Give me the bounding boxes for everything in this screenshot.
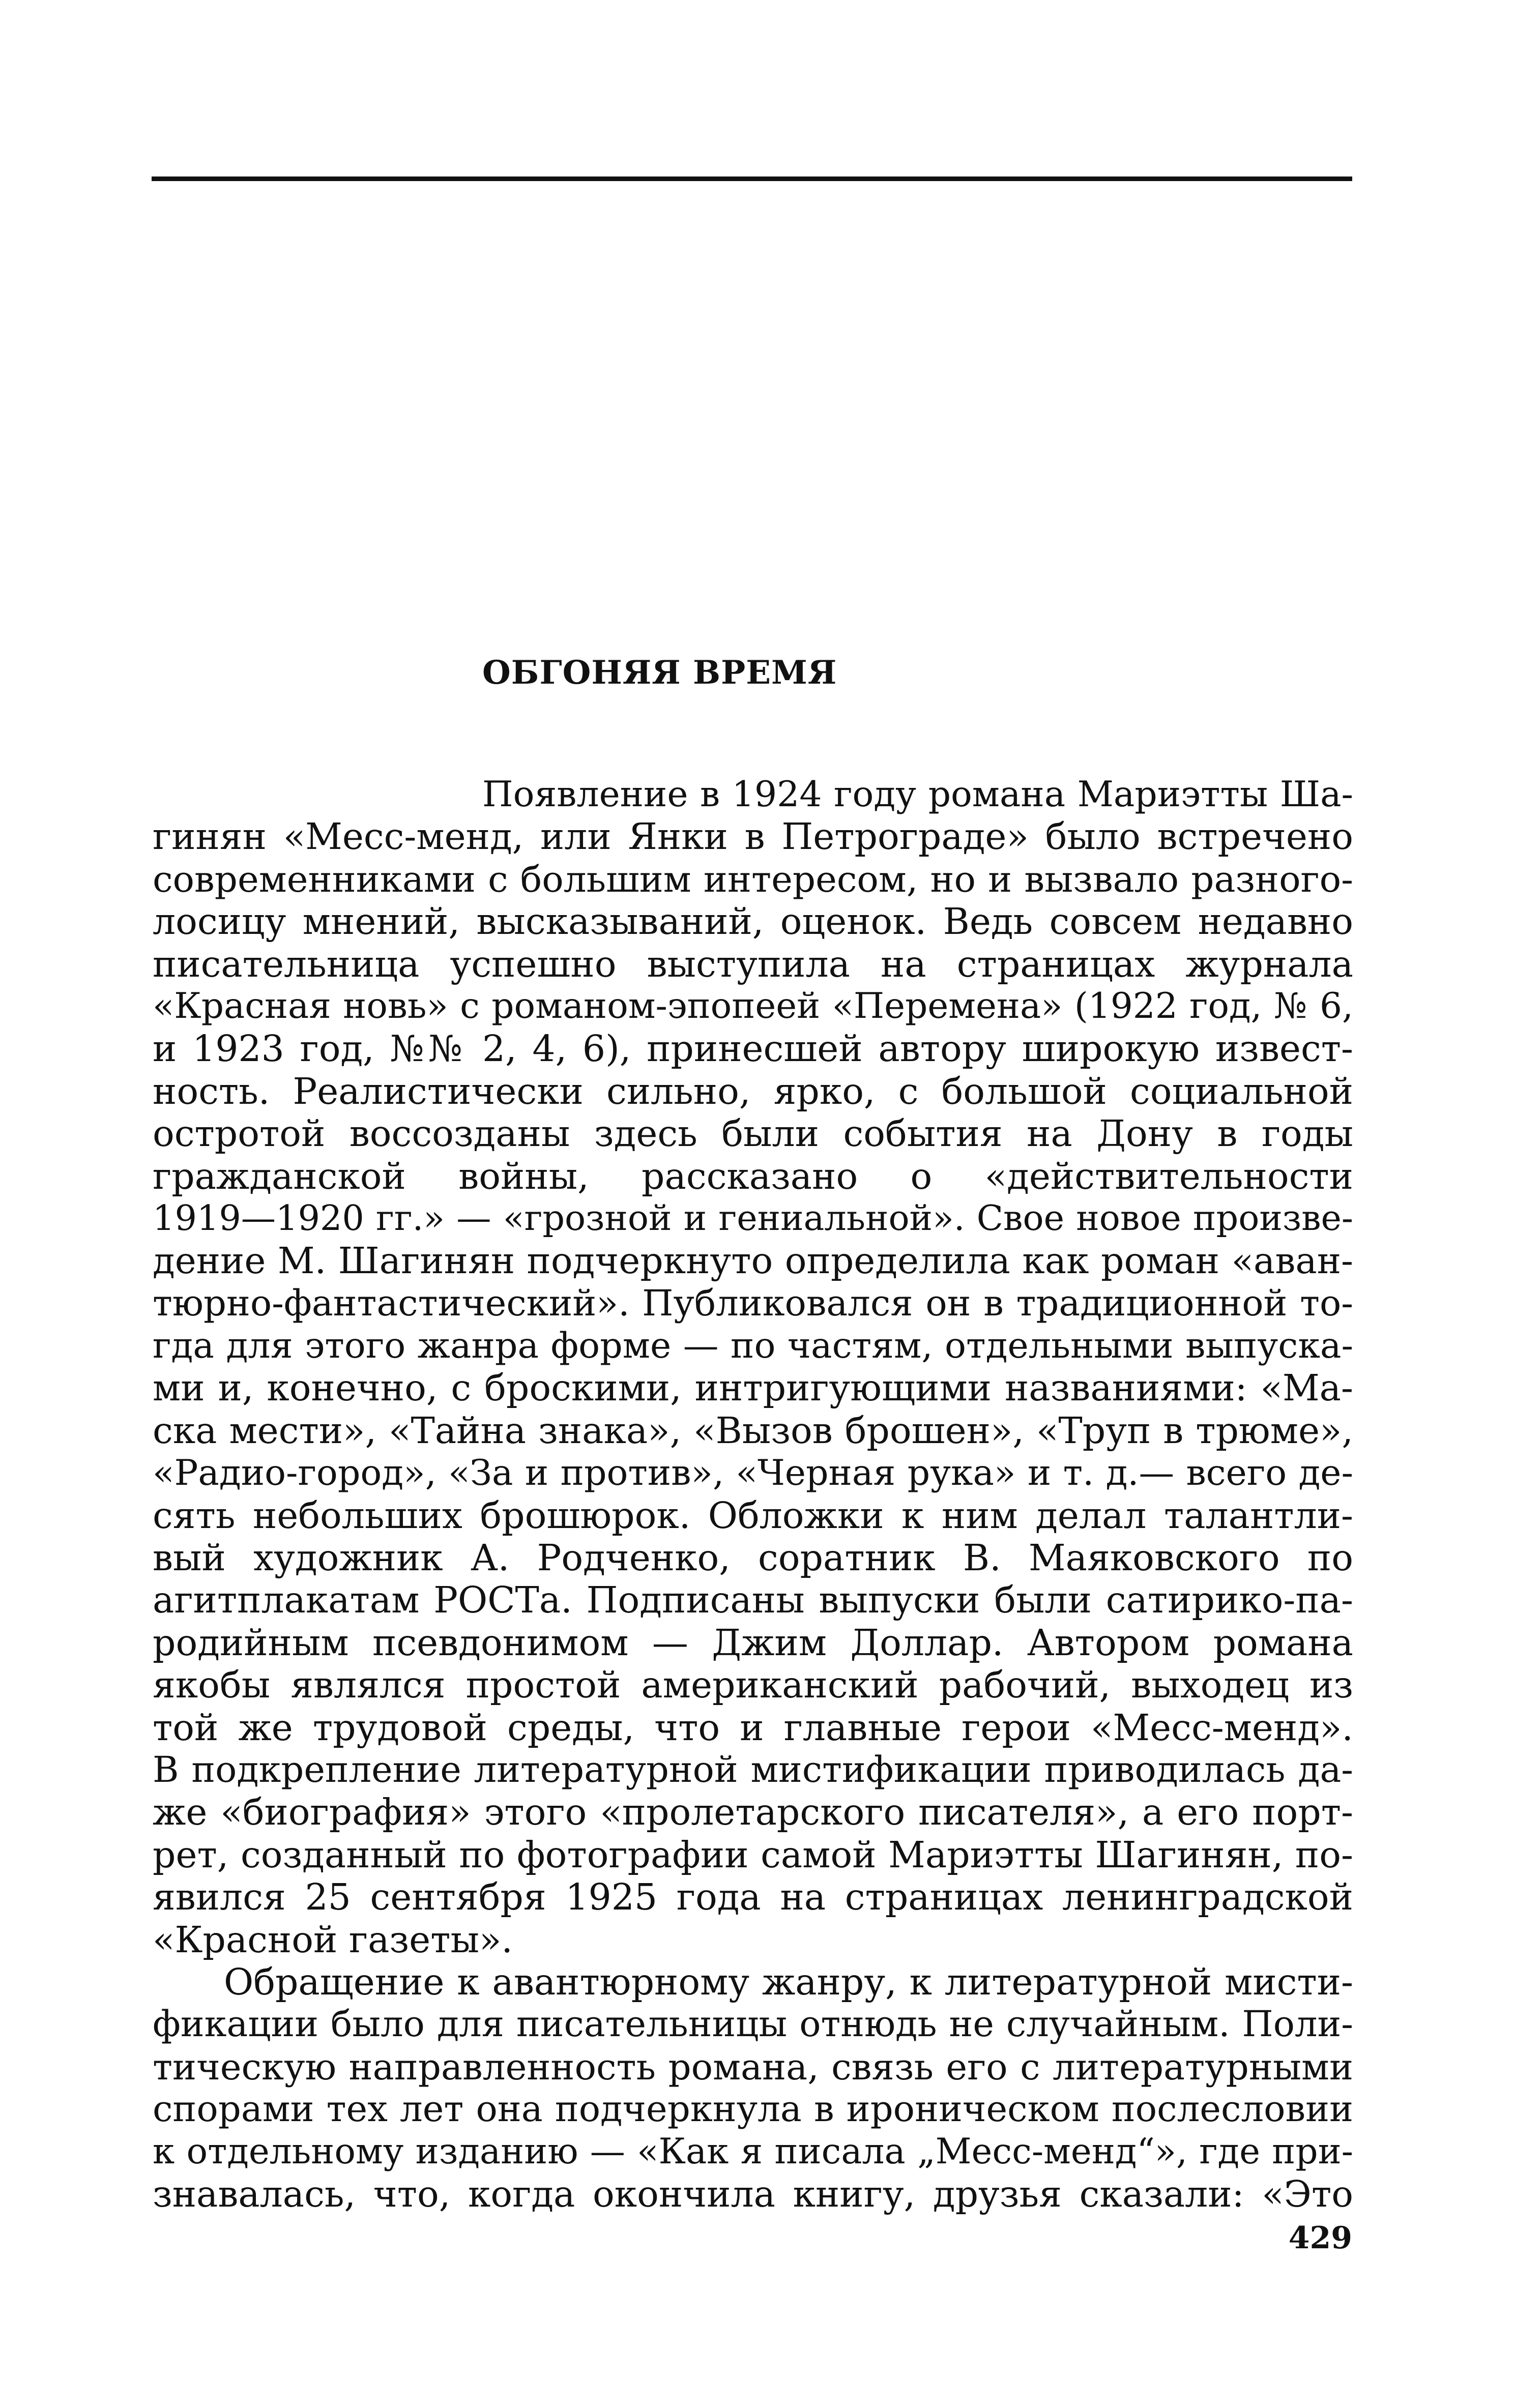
text-line: рет, созданный по фотографии самой Мариэтты Шагинян, по-	[153, 1833, 1353, 1876]
text-line: вый художник А. Родченко, соратник В. Маяковского по	[153, 1537, 1353, 1579]
text-line: фикации было для писательницы отнюдь не случайным. Поли-	[153, 2003, 1353, 2045]
page-number: 429	[1288, 2220, 1352, 2256]
chapter-title: ОБГОНЯЯ ВРЕМЯ	[482, 654, 837, 692]
text-line: спорами тех лет она подчеркнула в ироническом послесловии	[153, 2088, 1353, 2130]
text-line: знавалась, что, когда окончила книгу, друзья сказали: «Это	[153, 2172, 1353, 2215]
text-line: гинян «Месс-менд, или Янки в Петрограде» было встречено	[153, 815, 1353, 858]
text-line: «Радио-город», «За и против», «Черная рука» и т. д.— всего де-	[153, 1452, 1353, 1494]
text-line: тическую направленность романа, связь его с литературными	[153, 2045, 1353, 2088]
text-line: гражданской войны, рассказано о «действительности	[153, 1155, 1353, 1197]
text-line: писательница успешно выступила на страницах журнала	[153, 943, 1353, 985]
text-line: гда для этого жанра форме — по частям, отдельными выпуска-	[153, 1325, 1353, 1367]
body-text	[153, 773, 1353, 2215]
text-line: лосицу мнений, высказываний, оценок. Ведь совсем недавно	[153, 900, 1353, 943]
text-line: якобы являлся простой американский рабочий, выходец из	[153, 1664, 1353, 1707]
text-line: ска мести», «Тайна знака», «Вызов брошен», «Труп в трюме»,	[153, 1409, 1353, 1452]
paragraph-2	[153, 1961, 1353, 2215]
text-line: В подкрепление литературной мистификации приводилась да-	[153, 1748, 1353, 1790]
header-rule	[152, 177, 1352, 181]
text-line: остротой воссозданы здесь были события на Дону в годы	[153, 1112, 1353, 1155]
text-line: к отдельному изданию — «Как я писала „Месс-менд“», где при-	[153, 2131, 1353, 2172]
paragraph-1	[153, 773, 1353, 1961]
text-line: же «биография» этого «пролетарского писателя», а его порт-	[153, 1791, 1353, 1834]
text-line: той же трудовой среды, что и главные герои «Месс-менд».	[153, 1706, 1353, 1749]
text-line: ми и, конечно, с броскими, интригующими названиями: «Ма-	[153, 1367, 1353, 1409]
text-line: родийным псевдонимом — Джим Доллар. Автором романа	[153, 1621, 1353, 1664]
text-line: современниками с большим интересом, но и вызвало разного-	[153, 858, 1353, 900]
text-line: сять небольших брошюрок. Обложки к ним делал талантли-	[153, 1494, 1353, 1537]
text-line: дение М. Шагинян подчеркнуто определила как роман «аван-	[153, 1240, 1353, 1282]
text-line: агитплакатам РОСТа. Подписаны выпуски были сатирико-па-	[153, 1579, 1353, 1622]
text-line: Обращение к авантюрному жанру, к литературной мисти-	[224, 1960, 1353, 2003]
text-line: 1919—1920 гг.» — «грозной и гениальной». Свое новое произве-	[153, 1198, 1353, 1239]
text-line: Появление в 1924 году романа Мариэтты Ша-	[482, 774, 1353, 815]
text-line: «Красная новь» с романом-эпопеей «Перемена» (1922 год, № 6,	[153, 985, 1353, 1026]
text-line: явился 25 сентября 1925 года на страницах ленинградской	[153, 1876, 1353, 1919]
text-line: и 1923 год, №№ 2, 4, 6), принесшей автору широкую извест-	[153, 1027, 1353, 1070]
text-line: «Красной газеты».	[153, 1918, 513, 1961]
text-line: тюрно-фантастический». Публиковался он в традиционной то-	[153, 1282, 1353, 1324]
text-line: ность. Реалистически сильно, ярко, с большой социальной	[153, 1070, 1353, 1112]
